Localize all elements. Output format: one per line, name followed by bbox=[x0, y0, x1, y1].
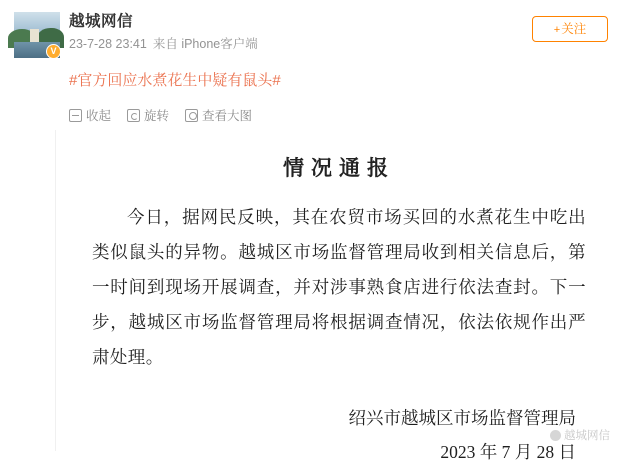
announcement-title: 情况通报 bbox=[283, 156, 395, 180]
collapse-action[interactable] bbox=[69, 106, 127, 124]
account-name[interactable]: 越城网信 bbox=[69, 13, 134, 30]
avatar[interactable] bbox=[14, 12, 60, 58]
collapse-icon bbox=[69, 109, 82, 122]
follow-button-label: 关注 bbox=[561, 22, 587, 36]
view-large-label: 查看大图 bbox=[202, 109, 253, 123]
follow-button[interactable] bbox=[532, 16, 608, 42]
rotate-icon bbox=[127, 109, 140, 122]
announcement-date: 2023 年 7 月 28 日 bbox=[440, 442, 576, 462]
rotate-action[interactable] bbox=[127, 106, 185, 124]
watermark-label: 越城网信 bbox=[564, 430, 610, 442]
watermark bbox=[550, 427, 610, 443]
rotate-label: 旋转 bbox=[144, 109, 170, 123]
left-gutter bbox=[0, 130, 55, 451]
announcement-signature: 绍兴市越城区市场监督管理局 bbox=[348, 408, 576, 428]
plus-icon: + bbox=[553, 24, 561, 36]
announcement-image[interactable] bbox=[55, 130, 622, 462]
view-large-action[interactable] bbox=[185, 106, 268, 124]
announcement-content bbox=[56, 130, 622, 469]
announcement-body: 今日，据网民反映，其在农贸市场买回的水煮花生中吃出类似鼠头的异物。越城区市场监督管理局收到相关信息后，第一时间到现场开展调查，并对涉事熟食店进行依法查封。下一步，越城区市场监督管理局将根据调查情况，依法依规作出严肃处理。 bbox=[92, 207, 586, 367]
post-header bbox=[14, 10, 608, 62]
collapse-label: 收起 bbox=[86, 109, 112, 123]
post-source: 来自 iPhone客户端 bbox=[152, 37, 258, 51]
post-timestamp: 23-7-28 23:41 bbox=[69, 37, 147, 51]
watermark-logo-icon bbox=[550, 430, 561, 441]
verified-badge-icon: V bbox=[46, 44, 61, 59]
post-topic-link[interactable]: #官方回应水煮花生中疑有鼠头# bbox=[69, 72, 281, 89]
zoom-icon bbox=[185, 109, 198, 122]
post-header-text bbox=[69, 10, 258, 53]
image-action-bar bbox=[69, 104, 608, 126]
post-meta bbox=[69, 35, 258, 53]
